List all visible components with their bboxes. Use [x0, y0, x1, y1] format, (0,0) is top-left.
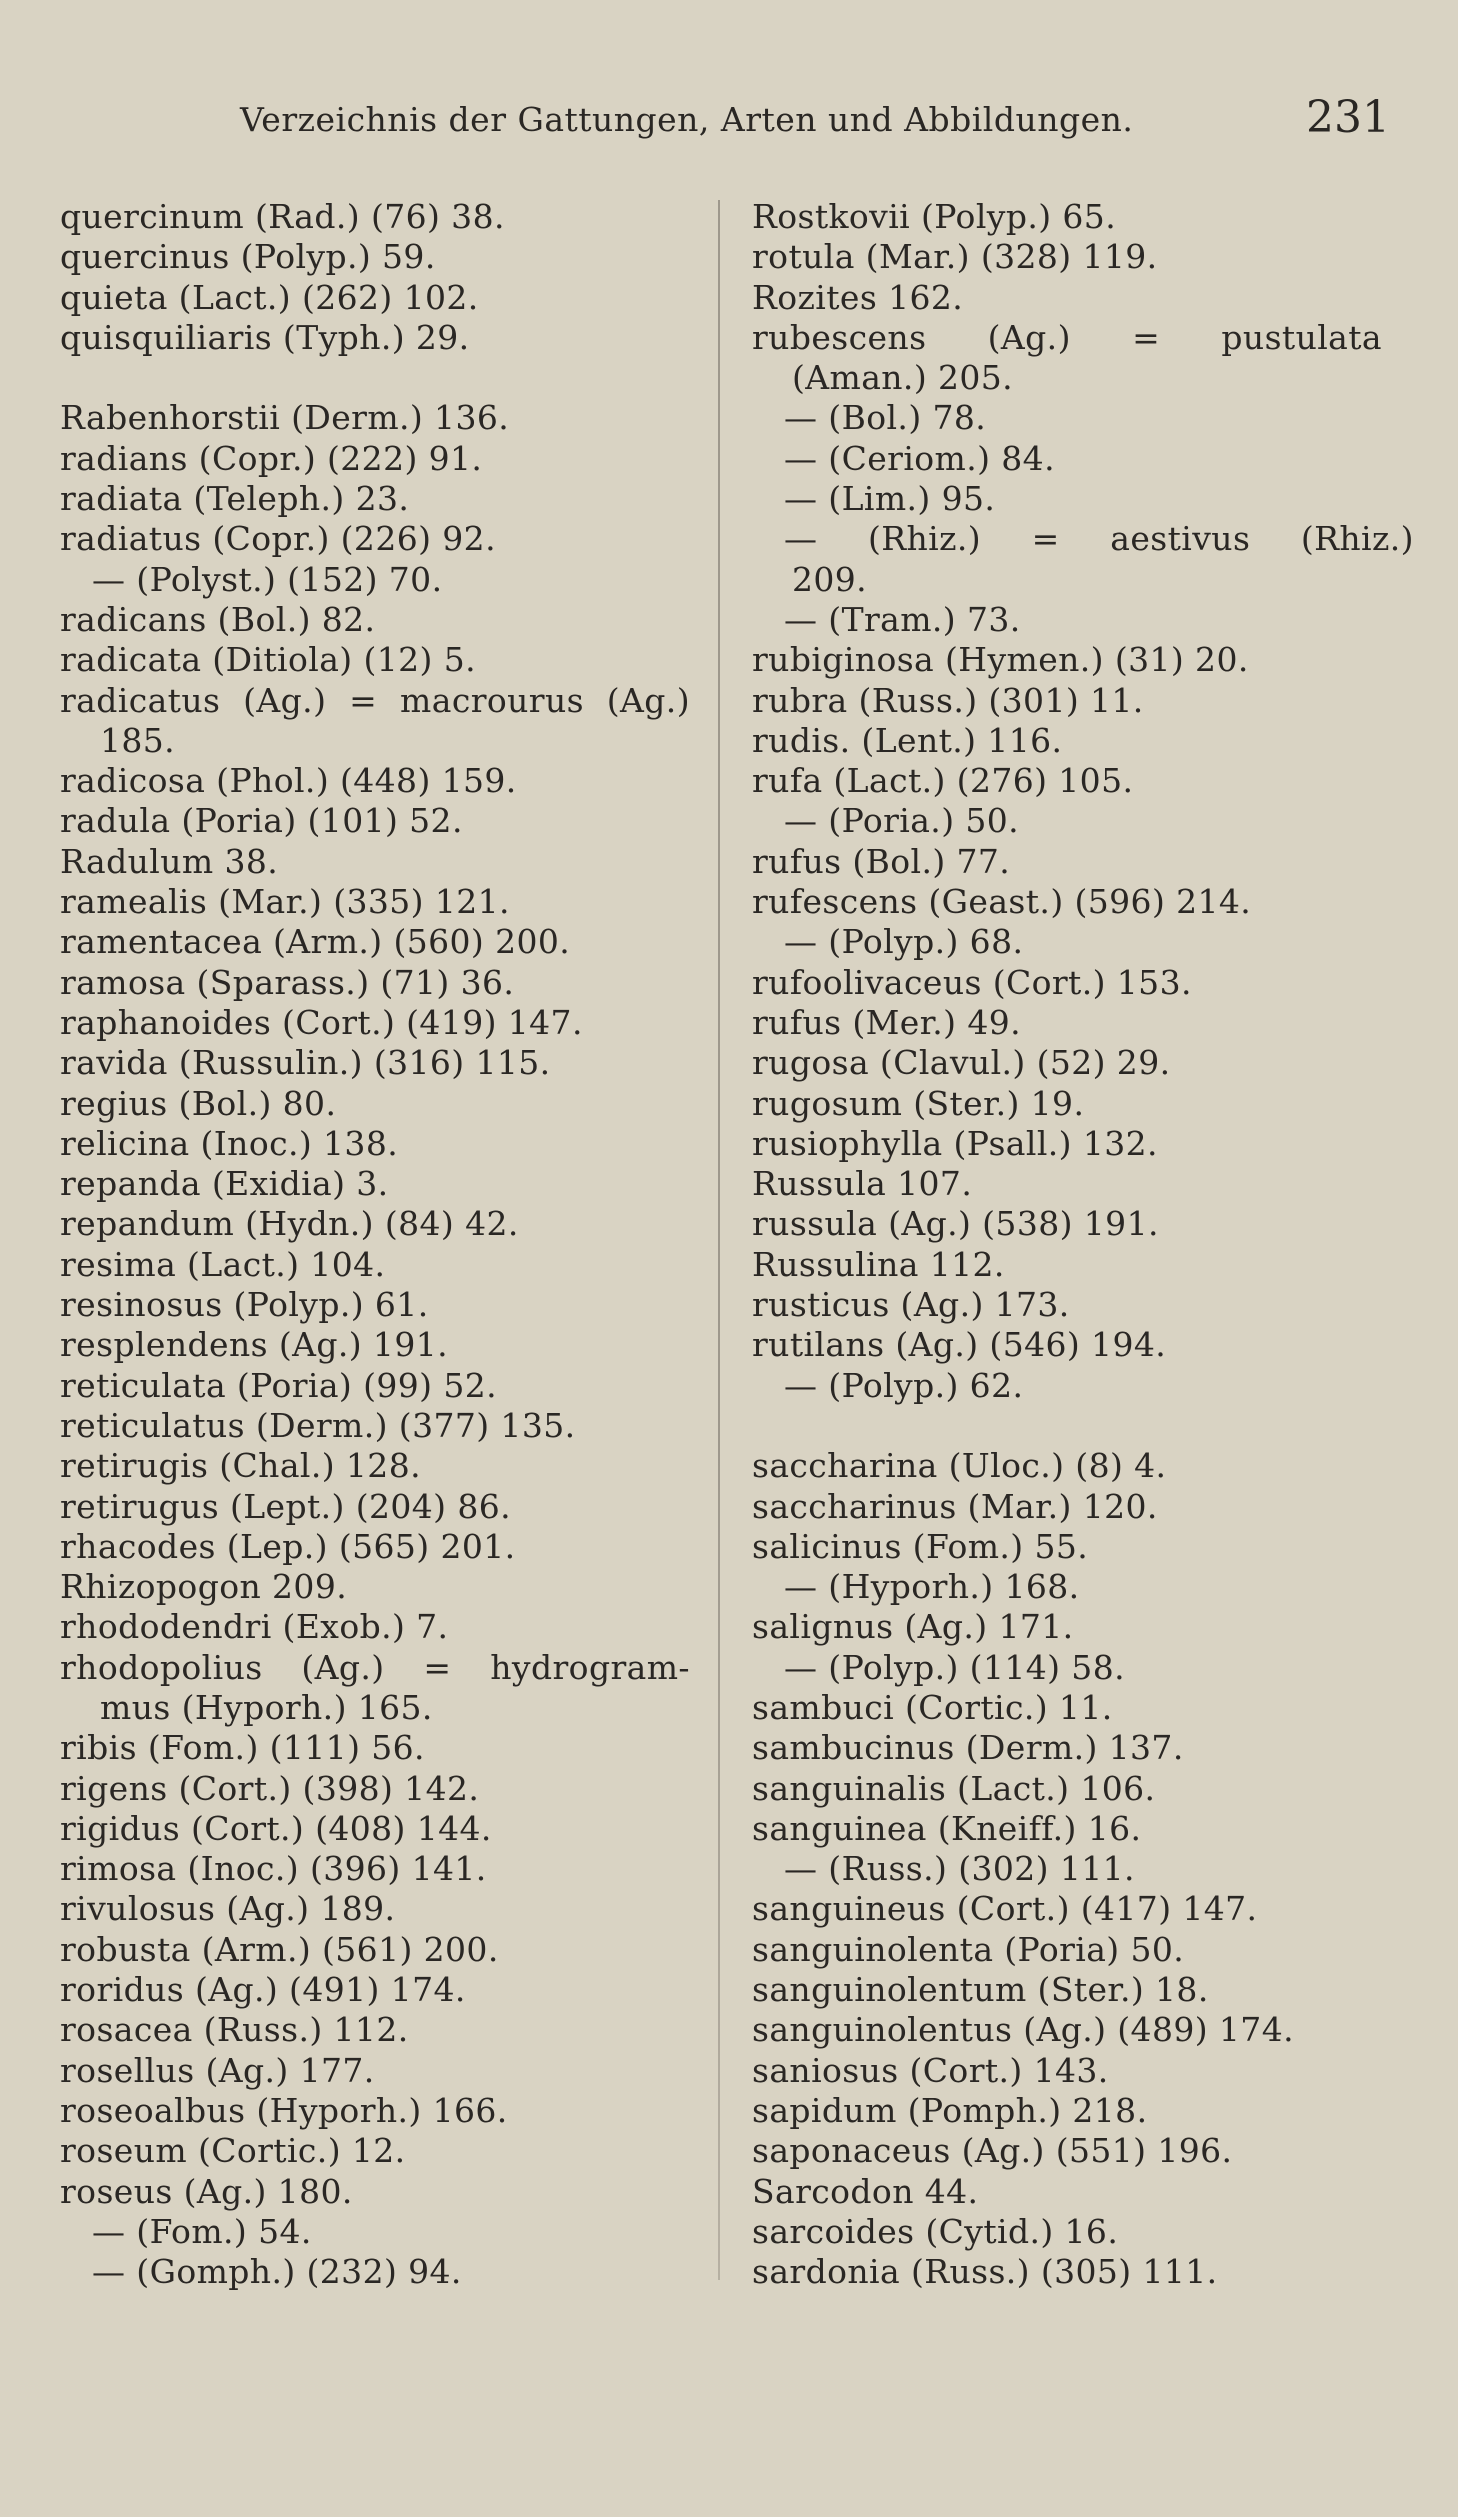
index-entry: robusta (Arm.) (561) 200.: [60, 1929, 499, 1969]
index-entry: rhacodes (Lep.) (565) 201.: [60, 1526, 516, 1566]
index-entry: Russulina 112.: [752, 1244, 1005, 1284]
index-entry: radicata (Ditiola) (12) 5.: [60, 640, 476, 680]
index-entry: — (Tram.) 73.: [784, 599, 1021, 639]
index-entry: — (Polyp.) 62.: [784, 1365, 1024, 1405]
index-entry: sanguinolentus (Ag.) (489) 174.: [752, 2010, 1294, 2050]
index-entry: roseoalbus (Hyporh.) 166.: [60, 2090, 508, 2130]
index-entry: salicinus (Fom.) 55.: [752, 1526, 1089, 1566]
index-entry: — (Fom.) 54.: [92, 2211, 312, 2251]
index-entry: — (Ceriom.) 84.: [784, 438, 1055, 478]
index-entry: sambucinus (Derm.) 137.: [752, 1728, 1184, 1768]
index-entry: Rostkovii (Polyp.) 65.: [752, 197, 1117, 236]
index-entry: — (Polyst.) (152) 70.: [92, 559, 443, 599]
index-entry: roridus (Ag.) (491) 174.: [60, 1970, 466, 2010]
index-entry: — (Rhiz.) = aestivus (Rhiz.): [784, 519, 1414, 559]
index-entry: (Aman.) 205.: [792, 358, 1014, 398]
index-entry: ramealis (Mar.) (335) 121.: [60, 882, 510, 922]
index-entry: 185.: [100, 720, 176, 760]
index-entry: — (Lim.) 95.: [784, 479, 996, 519]
index-entry: resima (Lact.) 104.: [60, 1244, 386, 1284]
right-column: [752, 197, 1414, 2297]
index-entry: radicans (Bol.) 82.: [60, 599, 376, 639]
index-entry: rigens (Cort.) (398) 142.: [60, 1768, 480, 1808]
index-entry: sanguinea (Kneiff.) 16.: [752, 1808, 1142, 1848]
index-entry: radula (Poria) (101) 52.: [60, 801, 463, 841]
index-entry: rugosa (Clavul.) (52) 29.: [752, 1043, 1171, 1083]
index-entry: rufa (Lact.) (276) 105.: [752, 761, 1134, 801]
index-entry: retirugis (Chal.) 128.: [60, 1446, 421, 1486]
index-entry: rotula (Mar.) (328) 119.: [752, 237, 1158, 277]
index-entry: sapidum (Pomph.) 218.: [752, 2090, 1148, 2130]
index-entry: roseus (Ag.) 180.: [60, 2171, 353, 2211]
index-entry: Russula 107.: [752, 1164, 973, 1204]
index-entry: rubescens (Ag.) = pustulata: [752, 317, 1382, 357]
index-entry: relicina (Inoc.) 138.: [60, 1123, 399, 1163]
index-entry: radians (Copr.) (222) 91.: [60, 438, 483, 478]
index-entry: Rozites 162.: [752, 277, 964, 317]
index-entry: sanguinalis (Lact.) 106.: [752, 1768, 1156, 1808]
index-entry: rusiophylla (Psall.) 132.: [752, 1123, 1158, 1163]
index-entry: 209.: [792, 559, 868, 599]
index-entry: — (Poria.) 50.: [784, 801, 1020, 841]
index-entry: rigidus (Cort.) (408) 144.: [60, 1808, 492, 1848]
index-entry: sarcoides (Cytid.) 16.: [752, 2211, 1119, 2251]
index-entry: — (Polyp.) (114) 58.: [784, 1647, 1125, 1687]
index-entry: sanguinolenta (Poria) 50.: [752, 1929, 1185, 1969]
index-entry: rufoolivaceus (Cort.) 153.: [752, 962, 1192, 1002]
index-entry: saccharinus (Mar.) 120.: [752, 1486, 1158, 1526]
index-entry: reticulata (Poria) (99) 52.: [60, 1365, 497, 1405]
index-entry: radiatus (Copr.) (226) 92.: [60, 519, 496, 559]
index-entry: rosellus (Ag.) 177.: [60, 2050, 375, 2090]
index-entry: sambuci (Cortic.) 11.: [752, 1687, 1113, 1727]
index-entry: Rabenhorstii (Derm.) 136.: [60, 398, 510, 438]
index-entry: Sarcodon 44.: [752, 2171, 979, 2211]
index-entry: resinosus (Polyp.) 61.: [60, 1285, 429, 1325]
index-entry: rufus (Bol.) 77.: [752, 841, 1011, 881]
index-entry: sanguineus (Cort.) (417) 147.: [752, 1889, 1258, 1929]
index-entry: salignus (Ag.) 171.: [752, 1607, 1074, 1647]
index-entry: rugosum (Ster.) 19.: [752, 1083, 1085, 1123]
index-entry: regius (Bol.) 80.: [60, 1083, 337, 1123]
index-entry: — (Hyporh.) 168.: [784, 1567, 1080, 1607]
index-entry: quisquiliaris (Typh.) 29.: [60, 317, 470, 357]
index-entry: saniosus (Cort.) 143.: [752, 2050, 1109, 2090]
index-entry: — (Russ.) (302) 111.: [784, 1849, 1135, 1889]
index-entry: ribis (Fom.) (111) 56.: [60, 1728, 425, 1768]
index-entry: rubiginosa (Hymen.) (31) 20.: [752, 640, 1249, 680]
index-entry: repanda (Exidia) 3.: [60, 1164, 389, 1204]
index-entry: resplendens (Ag.) 191.: [60, 1325, 448, 1365]
index-entry: — (Polyp.) 68.: [784, 922, 1024, 962]
section-gap: [60, 358, 700, 398]
index-entry: sanguinolentum (Ster.) 18.: [752, 1970, 1209, 2010]
index-entry: quercinus (Polyp.) 59.: [60, 237, 436, 277]
index-entry: radicosa (Phol.) (448) 159.: [60, 761, 517, 801]
index-entry: rufus (Mer.) 49.: [752, 1002, 1021, 1042]
index-entry: radicatus (Ag.) = macrourus (Ag.): [60, 680, 690, 720]
page-header: [0, 92, 1458, 152]
index-entry: sardonia (Russ.) (305) 111.: [752, 2252, 1218, 2292]
index-entry: rhodopolius (Ag.) = hydrogram-: [60, 1647, 690, 1687]
index-entry: quieta (Lact.) (262) 102.: [60, 277, 479, 317]
index-entry: rusticus (Ag.) 173.: [752, 1285, 1070, 1325]
index-entry: rudis. (Lent.) 116.: [752, 720, 1063, 760]
index-entry: rhododendri (Exob.) 7.: [60, 1607, 449, 1647]
index-entry: Rhizopogon 209.: [60, 1567, 348, 1607]
index-entry: rutilans (Ag.) (546) 194.: [752, 1325, 1167, 1365]
index-entry: rimosa (Inoc.) (396) 141.: [60, 1849, 487, 1889]
index-entry: ramentacea (Arm.) (560) 200.: [60, 922, 571, 962]
index-entry: rosacea (Russ.) 112.: [60, 2010, 409, 2050]
index-entry: raphanoides (Cort.) (419) 147.: [60, 1002, 583, 1042]
index-entry: mus (Hyporh.) 165.: [100, 1687, 433, 1727]
index-entry: — (Gomph.) (232) 94.: [92, 2252, 462, 2292]
index-entry: retirugus (Lept.) (204) 86.: [60, 1486, 512, 1526]
index-entry: roseum (Cortic.) 12.: [60, 2131, 406, 2171]
column-divider: [718, 200, 720, 2280]
index-entry: Radulum 38.: [60, 841, 279, 881]
index-entry: rubra (Russ.) (301) 11.: [752, 680, 1144, 720]
index-entry: reticulatus (Derm.) (377) 135.: [60, 1405, 576, 1445]
index-entry: quercinum (Rad.) (76) 38.: [60, 197, 505, 236]
index-entry: saccharina (Uloc.) (8) 4.: [752, 1446, 1167, 1486]
index-entry: ramosa (Sparass.) (71) 36.: [60, 962, 515, 1002]
index-entry: radiata (Teleph.) 23.: [60, 479, 410, 519]
index-entry: russula (Ag.) (538) 191.: [752, 1204, 1159, 1244]
page-number: 231: [1306, 92, 1390, 143]
section-gap: [752, 1406, 1392, 1446]
running-title: Verzeichnis der Gattungen, Arten und Abbildungen.: [240, 100, 1134, 139]
index-entry: ravida (Russulin.) (316) 115.: [60, 1043, 551, 1083]
index-entry: repandum (Hydn.) (84) 42.: [60, 1204, 519, 1244]
index-entry: rivulosus (Ag.) 189.: [60, 1889, 396, 1929]
index-entry: rufescens (Geast.) (596) 214.: [752, 882, 1252, 922]
index-entry: — (Bol.) 78.: [784, 398, 987, 438]
left-column: [60, 197, 700, 2297]
index-entry: saponaceus (Ag.) (551) 196.: [752, 2131, 1233, 2171]
